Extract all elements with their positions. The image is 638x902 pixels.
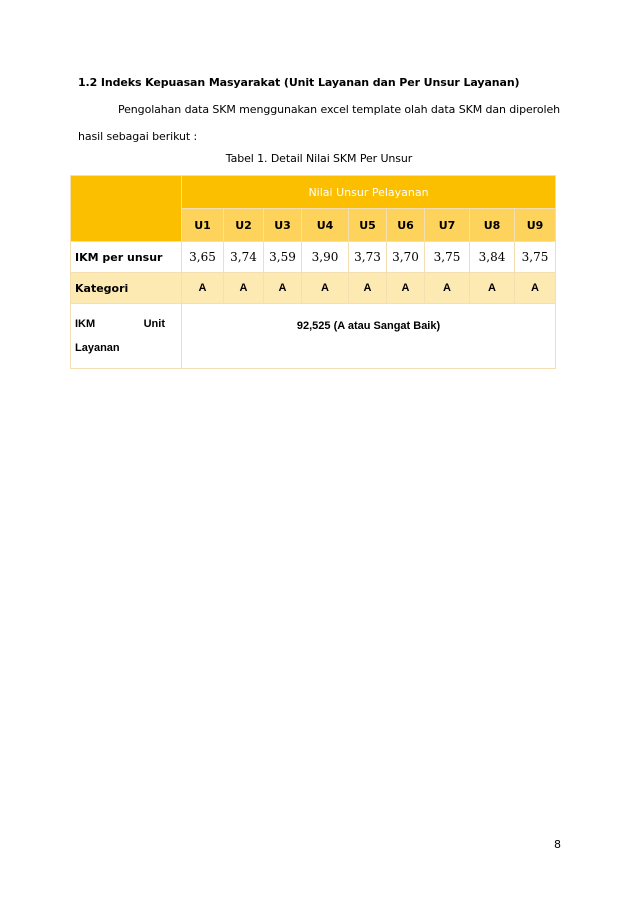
column-header: U7 [425, 209, 470, 242]
table-cell: A [264, 273, 302, 304]
table-caption: Tabel 1. Detail Nilai SKM Per Unsur [225, 152, 413, 165]
column-header: U4 [302, 209, 349, 242]
column-header: U6 [387, 209, 425, 242]
table-cell: 3,73 [349, 242, 387, 273]
table-cell: A [425, 273, 470, 304]
table-row [71, 273, 556, 304]
body-paragraph: Pengolahan data SKM menggunakan excel template olah data SKM dan diperoleh hasil sebagai berikut : [78, 103, 560, 143]
table-cell: 3,70 [387, 242, 425, 273]
table-cell: A [470, 273, 515, 304]
row-label: IKM per unsur [71, 242, 182, 273]
column-header: U3 [264, 209, 302, 242]
table-row [71, 242, 556, 273]
table-cell: A [515, 273, 556, 304]
skm-table [70, 175, 556, 369]
section-heading: 1.2 Indeks Kepuasan Masyarakat (Unit Layanan dan Per Unsur Layanan) [78, 76, 520, 89]
ikm-unit-label [71, 304, 182, 369]
ikm-unit-label-line2: Layanan [75, 342, 120, 354]
column-header: U1 [182, 209, 224, 242]
table-cell: 3,90 [302, 242, 349, 273]
table-cell: 3,84 [470, 242, 515, 273]
page-number: 8 [554, 838, 561, 851]
ikm-unit-value: 92,525 (A atau Sangat Baik) [182, 304, 556, 369]
table-cell: 3,75 [515, 242, 556, 273]
ikm-unit-label-line1 [75, 312, 177, 336]
table-cell: A [224, 273, 264, 304]
table-cell: 3,65 [182, 242, 224, 273]
ikm-label-part: IKM [75, 318, 96, 330]
group-header-label: Nilai Unsur Pelayanan [182, 176, 556, 209]
table-cell: A [182, 273, 224, 304]
row-label: Kategori [71, 273, 182, 304]
column-header: U2 [224, 209, 264, 242]
table-row [71, 304, 556, 369]
table-group-header-row [71, 176, 556, 209]
table-cell: 3,59 [264, 242, 302, 273]
table-cell: 3,75 [425, 242, 470, 273]
ikm-label-part: Unit [143, 318, 165, 330]
column-header: U9 [515, 209, 556, 242]
column-header: U8 [470, 209, 515, 242]
column-header: U5 [349, 209, 387, 242]
table-cell: 3,74 [224, 242, 264, 273]
table-cell: A [349, 273, 387, 304]
table-cell: A [302, 273, 349, 304]
table-corner-cell [71, 176, 182, 242]
table-cell: A [387, 273, 425, 304]
